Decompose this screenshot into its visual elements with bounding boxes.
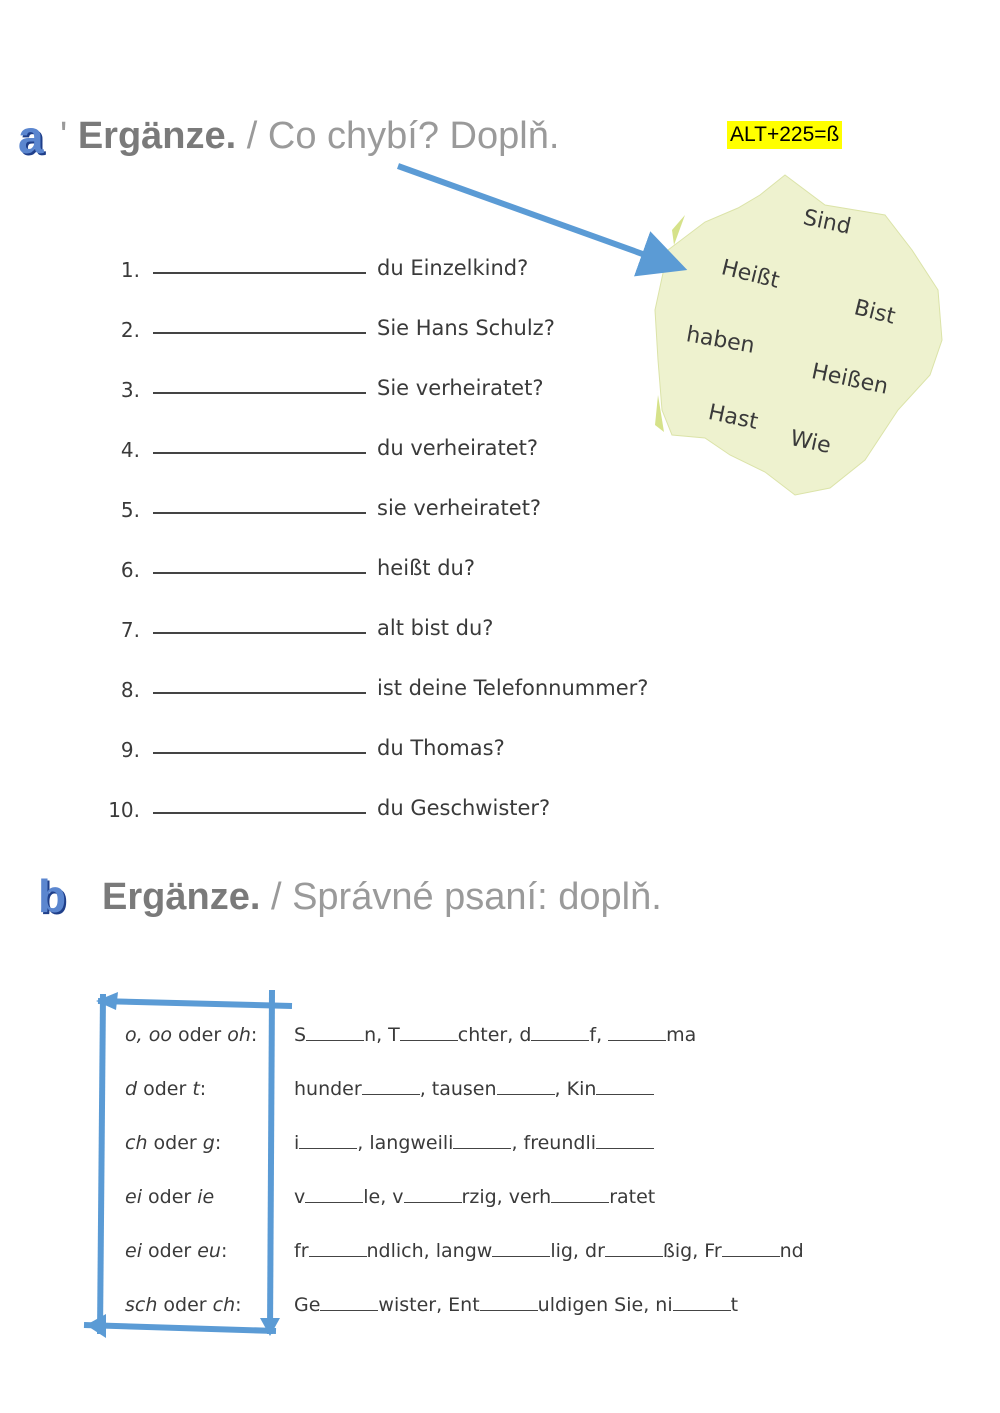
fill-in-words: fr ndlich, langw lig, dr ßig, Fr nd <box>294 1240 804 1262</box>
word-bank-item[interactable]: Hast <box>705 400 761 435</box>
rule-label: ei oder eu: <box>125 1240 228 1262</box>
frame-top <box>98 1001 292 1006</box>
fill-in-words: hunder , tausen , Kin <box>294 1078 654 1100</box>
sentence-tail: alt bist du? <box>377 616 494 640</box>
label-frame <box>84 990 292 1334</box>
word-bank-item[interactable]: Sind <box>800 205 854 240</box>
frame-bottom <box>84 1325 276 1331</box>
row-number: 2. <box>120 318 140 342</box>
alt-code-hint: ALT+225=ß <box>727 121 842 149</box>
sentence-tail: heißt du? <box>377 556 475 580</box>
rule-label: o, oo oder oh: <box>125 1024 258 1046</box>
row-number: 8. <box>120 678 140 702</box>
section-b-letter: b <box>38 870 67 922</box>
section-a-title-bold: Ergänze. <box>77 115 237 157</box>
fill-in-words: i , langweili , freundli <box>294 1132 654 1154</box>
rule-label: ei oder ie <box>125 1186 215 1208</box>
fill-in-words: S n, T chter, d f, ma <box>294 1024 697 1046</box>
sentence-tail: ist deine Telefonnummer? <box>377 676 649 700</box>
sentence-tail: du Thomas? <box>377 736 505 760</box>
section-a-title-rest: / Co chybí? Doplň. <box>236 115 560 157</box>
pointer-arrow <box>398 166 676 266</box>
row-number: 10. <box>108 798 140 822</box>
section-b-title-rest: / Správné psaní: doplň. <box>260 876 662 918</box>
sentence-tail: du Einzelkind? <box>377 256 529 280</box>
row-number: 9. <box>120 738 140 762</box>
frame-arrowhead-top <box>96 992 118 1010</box>
word-bank-item[interactable]: Heißen <box>809 359 891 400</box>
sentence-tail: du verheiratet? <box>377 436 539 460</box>
rule-label: sch oder ch: <box>125 1294 242 1316</box>
sentence-tail: Sie Hans Schulz? <box>377 316 555 340</box>
row-number: 3. <box>120 378 140 402</box>
fill-in-words: v le, v rzig, verh ratet <box>294 1186 656 1208</box>
word-bank-item[interactable]: Wie <box>787 426 834 459</box>
rule-label: d oder t: <box>125 1078 207 1100</box>
section-b-title-bold: Ergänze. <box>102 876 261 918</box>
frame-left <box>100 994 103 1334</box>
fill-in-words: Ge wister, Ent uldigen Sie, ni t <box>294 1294 739 1316</box>
rule-label: ch oder g: <box>125 1132 222 1154</box>
frame-arrowhead-bottom-left <box>86 1314 106 1338</box>
sentence-tail: du Geschwister? <box>377 796 551 820</box>
row-number: 4. <box>120 438 140 462</box>
word-bank-item[interactable]: Heißt <box>718 255 782 294</box>
row-number: 5. <box>120 498 140 522</box>
section-a-tick: ' <box>60 115 68 157</box>
word-bank-item[interactable]: Bist <box>851 295 898 330</box>
sentence-tail: Sie verheiratet? <box>377 376 544 400</box>
section-a-letter: a <box>18 111 44 163</box>
word-bank-item[interactable]: haben <box>684 322 757 359</box>
row-number: 1. <box>120 258 140 282</box>
sentence-tail: sie verheiratet? <box>377 496 542 520</box>
row-number: 7. <box>120 618 140 642</box>
frame-right <box>270 990 272 1334</box>
row-number: 6. <box>120 558 140 582</box>
